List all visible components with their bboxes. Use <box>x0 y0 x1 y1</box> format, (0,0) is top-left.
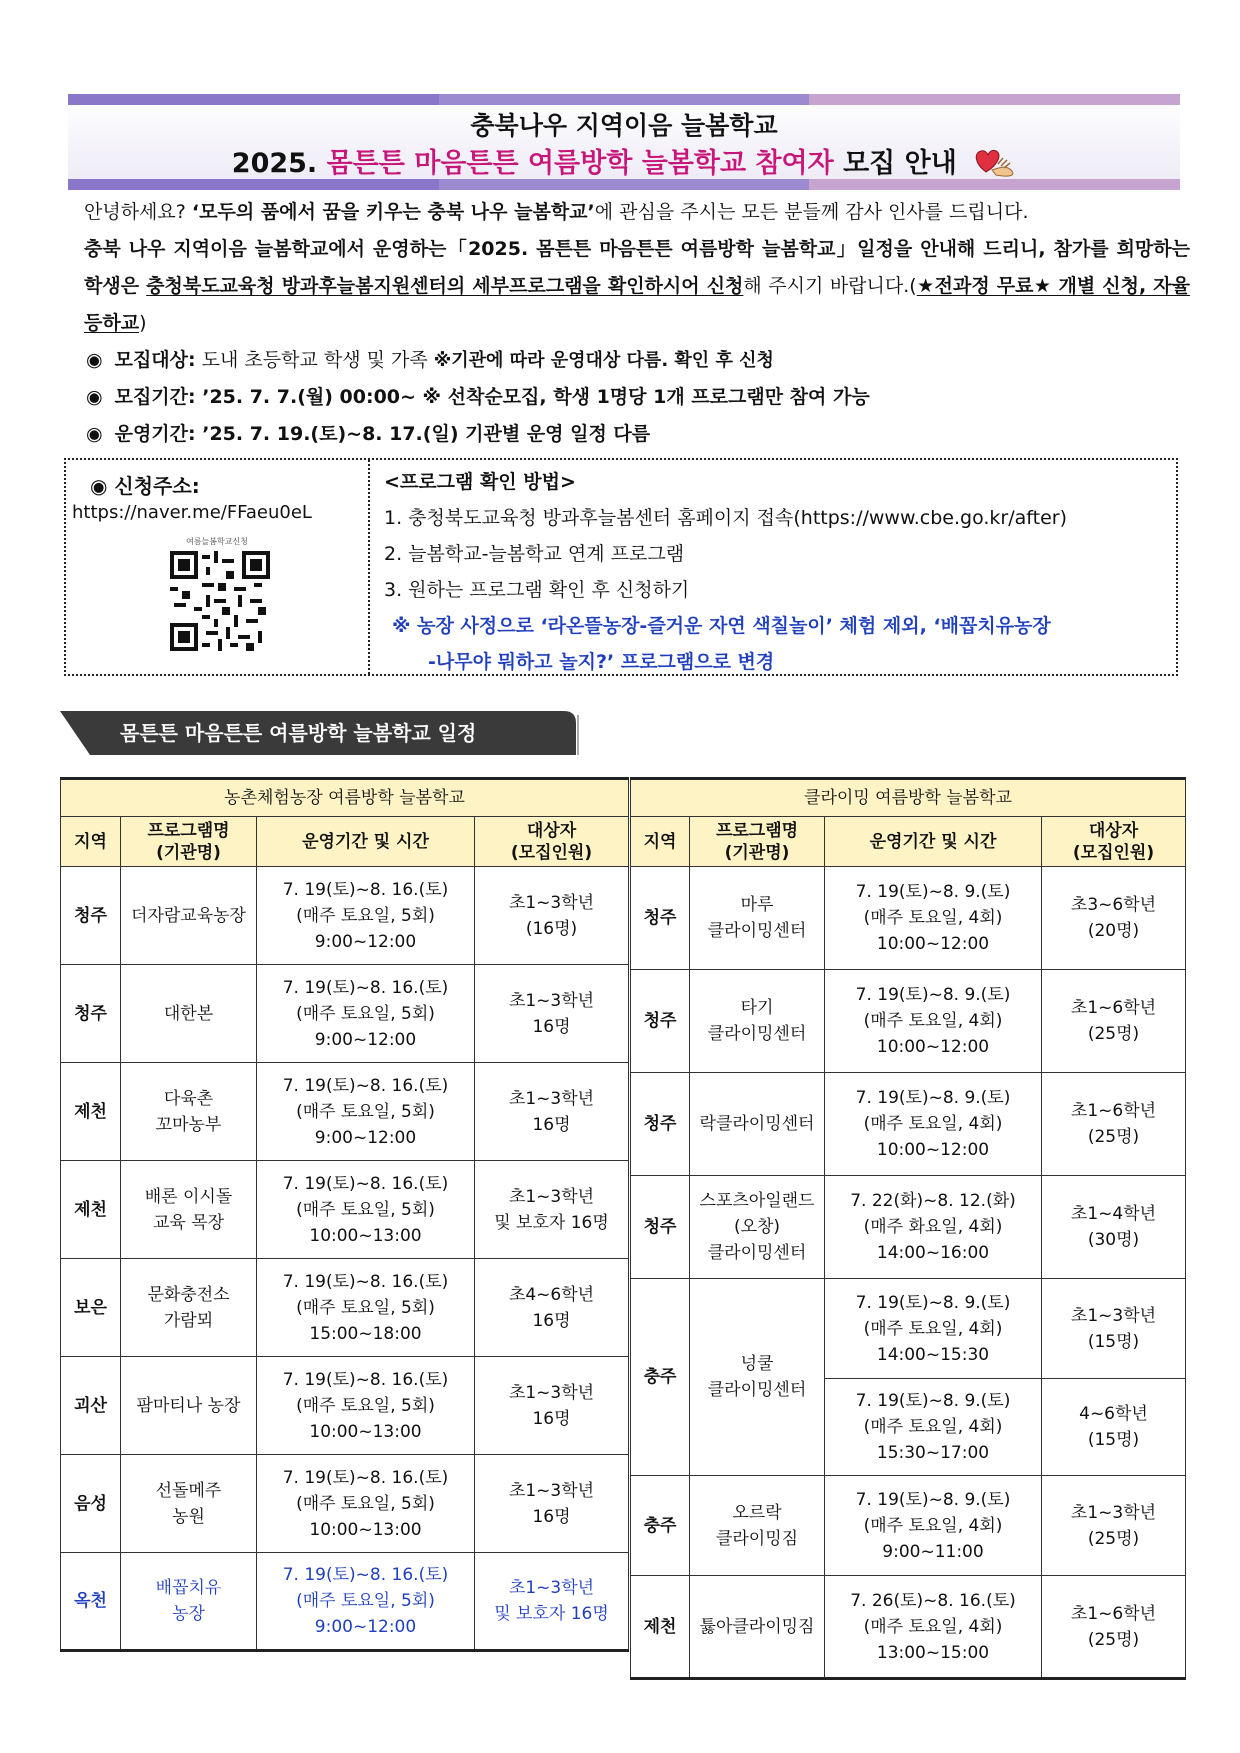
qr-caption: 여름늘봄학교신청 <box>186 537 248 546</box>
method-note-2: -나무야 뭐하고 놀지?’ 프로그램으로 변경 <box>428 651 775 673</box>
cell-target: 초1~3학년 (15명) <box>1042 1279 1186 1379</box>
cell-program-name: 락클라이밍센터 <box>690 1073 825 1176</box>
qr-code-icon[interactable] <box>170 551 270 651</box>
cell-target: 초1~3학년 16명 <box>475 1357 629 1455</box>
table-row <box>631 1176 1186 1279</box>
col-header-region: 지역 <box>631 817 690 867</box>
apply-url-link[interactable]: https://naver.me/FFaeu0eL <box>72 502 312 523</box>
col-header-region: 지역 <box>61 817 121 867</box>
cell-period: 7. 19(토)~8. 9.(토) (매주 토요일, 4회) 10:00~12:00 <box>825 970 1042 1073</box>
intro-request: 해 주시기 바랍니다.( <box>743 275 917 297</box>
cell-period: 7. 19(토)~8. 9.(토) (매주 토요일, 4회) 10:00~12:00 <box>825 867 1042 970</box>
cell-period: 7. 19(토)~8. 9.(토) (매주 토요일, 4회) 9:00~11:00 <box>825 1476 1042 1576</box>
cell-target: 초1~3학년 및 보호자 16명 <box>475 1553 629 1651</box>
intro-apply-instruction: 충청북도교육청 방과후늘봄지원센터의 세부프로그램을 확인하시어 신청 <box>146 275 744 297</box>
intro-greeting: 안녕하세요? <box>84 201 192 223</box>
intro-free-note: ★전과정 무료★ 개별 신청, 자율 등하교 <box>84 275 1190 334</box>
cell-period: 7. 22(화)~8. 12.(화) (매주 화요일, 4회) 14:00~16:00 <box>825 1176 1042 1279</box>
cell-target: 초4~6학년 16명 <box>475 1259 629 1357</box>
col-header-target: 대상자 (모집인원) <box>1042 817 1186 867</box>
climb-table-caption: 클라이밍 여름방학 늘봄학교 <box>631 779 1186 817</box>
section-title: 몸튼튼 마음튼튼 여름방학 늘봄학교 일정 <box>120 721 477 745</box>
cell-target: 초1~6학년 (25명) <box>1042 970 1186 1073</box>
heart-hand-icon <box>972 146 1016 178</box>
cell-target: 초1~3학년 (16명) <box>475 867 629 965</box>
cell-period: 7. 26(토)~8. 16.(토) (매주 토요일, 4회) 13:00~15:00 <box>825 1576 1042 1679</box>
bullet-marker-icon: ◉ <box>86 386 103 408</box>
intro-notice: 충북 나우 지역이음 늘봄학교에서 운영하는「2025. 몸튼튼 마음튼튼 여름방학 늘봄학교」일정을 안내해 드리니, 참가를 희망하는 학생은 <box>84 238 1190 297</box>
cell-target: 초1~6학년 (25명) <box>1042 1073 1186 1176</box>
bullet-note: ※기관에 따라 운영대상 다름. 확인 후 신청 <box>433 350 774 371</box>
intro-slogan: ‘모두의 품에서 꿈을 키우는 충북 나우 늘봄학교’ <box>191 201 595 223</box>
cell-program-name: 마루 클라이밍센터 <box>690 867 825 970</box>
method-step-3: 3. 원하는 프로그램 확인 후 신청하기 <box>384 579 690 601</box>
cell-region: 제천 <box>61 1063 121 1161</box>
banner-title-line1: 충북나우 지역이음 늘봄학교 <box>470 111 778 140</box>
col-header-target: 대상자 (모집인원) <box>475 817 629 867</box>
intro-thanks: 에 관심을 주시는 모든 분들께 감사 인사를 드립니다. <box>594 201 1029 223</box>
bullet-period <box>86 379 1186 416</box>
cell-period: 7. 19(토)~8. 16.(토) (매주 토요일, 5회) 9:00~12:00 <box>257 867 475 965</box>
col-header-program: 프로그램명 (기관명) <box>690 817 825 867</box>
apply-address-panel <box>66 460 370 674</box>
cell-program-name: 팜마티나 농장 <box>121 1357 257 1455</box>
cell-program-name: 배론 이시돌 교육 목장 <box>121 1161 257 1259</box>
table-row <box>61 1259 629 1357</box>
table-row <box>61 867 629 965</box>
table-row <box>631 1476 1186 1576</box>
program-check-method <box>370 460 1176 674</box>
cell-period: 7. 19(토)~8. 16.(토) (매주 토요일, 5회) 10:00~13:00 <box>257 1161 475 1259</box>
cell-program-name: 선돌메주 농원 <box>121 1455 257 1553</box>
cell-region: 음성 <box>61 1455 121 1553</box>
table-row <box>61 1161 629 1259</box>
cell-region: 청주 <box>631 1176 690 1279</box>
farm-table-caption: 농촌체험농장 여름방학 늘봄학교 <box>61 779 629 817</box>
cell-target: 초1~3학년 16명 <box>475 965 629 1063</box>
cell-target: 초1~4학년 (30명) <box>1042 1176 1186 1279</box>
bullet-text: ’25. 7. 7.(월) 00:00~ ※ 선착순모집, 학생 1명당 1개 프로그램만 참여 가능 <box>195 386 870 408</box>
cell-target: 초1~3학년 및 보호자 16명 <box>475 1161 629 1259</box>
apply-address-title: ◉ 신청주소: <box>90 474 200 498</box>
method-step-1: 1. 충청북도교육청 방과후늘봄센터 홈페이지 접속(https://www.cbe.go.kr/after) <box>384 507 1068 529</box>
col-header-period: 운영기간 및 시간 <box>825 817 1042 867</box>
bullet-operation <box>86 416 1186 453</box>
cell-target: 초1~3학년 (25명) <box>1042 1476 1186 1576</box>
cell-program-name: 더자람교육농장 <box>121 867 257 965</box>
cell-period: 7. 19(토)~8. 9.(토) (매주 토요일, 4회) 15:30~17:00 <box>825 1379 1042 1476</box>
cell-region: 충주 <box>631 1476 690 1576</box>
bullet-label: 모집대상: <box>114 349 196 371</box>
cell-program-name: 오르락 클라이밍짐 <box>690 1476 825 1576</box>
schedule-section-tab <box>60 711 582 755</box>
cell-region: 제천 <box>631 1576 690 1679</box>
banner-title-year: 2025. <box>231 148 327 179</box>
method-note-1: ※ 농장 사정으로 ‘라온뜰농장-즐거운 자연 색칠놀이’ 체험 제외, ‘배꼽치유농장 <box>392 615 1051 637</box>
banner-title-suffix: 모집 안내 <box>833 148 957 179</box>
cell-program-name: 다육촌 꼬마농부 <box>121 1063 257 1161</box>
cell-target: 초1~3학년 16명 <box>475 1455 629 1553</box>
farm-table-body <box>61 867 629 1651</box>
banner-title-highlight: 몸튼튼 마음튼튼 여름방학 늘봄학교 참여자 <box>326 148 834 179</box>
cell-period: 7. 19(토)~8. 16.(토) (매주 토요일, 5회) 9:00~12:00 <box>257 965 475 1063</box>
cell-program-name: 타기 클라이밍센터 <box>690 970 825 1073</box>
cell-target: 초1~3학년 16명 <box>475 1063 629 1161</box>
cell-target: 초1~6학년 (25명) <box>1042 1576 1186 1679</box>
table-row <box>61 1357 629 1455</box>
cell-program-name: 튫아클라이밍짐 <box>690 1576 825 1679</box>
intro-paragraph-1 <box>60 194 1190 231</box>
cell-region: 청주 <box>631 1073 690 1176</box>
table-row <box>631 867 1186 970</box>
bullet-text: ’25. 7. 19.(토)~8. 17.(일) 기관별 운영 일정 다름 <box>195 423 651 445</box>
cell-period: 7. 19(토)~8. 9.(토) (매주 토요일, 4회) 10:00~12:00 <box>825 1073 1042 1176</box>
banner-title-line2 <box>68 141 1180 180</box>
table-row <box>631 1279 1186 1379</box>
recruitment-info-list <box>86 342 1186 453</box>
cell-period: 7. 19(토)~8. 9.(토) (매주 토요일, 4회) 14:00~15:30 <box>825 1279 1042 1379</box>
cell-period: 7. 19(토)~8. 16.(토) (매주 토요일, 5회) 9:00~12:00 <box>257 1553 475 1651</box>
cell-program-name: 문화충전소 가람뫼 <box>121 1259 257 1357</box>
intro-paragraph-2 <box>60 231 1190 342</box>
cell-period: 7. 19(토)~8. 16.(토) (매주 토요일, 5회) 10:00~13:00 <box>257 1357 475 1455</box>
bullet-marker-icon: ◉ <box>86 423 103 445</box>
table-row <box>631 970 1186 1073</box>
cell-region: 청주 <box>61 867 121 965</box>
banner-top-bar <box>68 94 1180 105</box>
cell-program-name: 배꼽치유 농장 <box>121 1553 257 1651</box>
cell-target: 초3~6학년 (20명) <box>1042 867 1186 970</box>
cell-region: 제천 <box>61 1161 121 1259</box>
climbing-schedule-table <box>630 777 1186 1680</box>
farm-schedule-table <box>60 777 629 1652</box>
cell-region: 청주 <box>631 867 690 970</box>
title-banner <box>68 94 1180 190</box>
cell-period: 7. 19(토)~8. 16.(토) (매주 토요일, 5회) 9:00~12:00 <box>257 1063 475 1161</box>
cell-target: 4~6학년 (15명) <box>1042 1379 1186 1476</box>
table-row <box>61 1553 629 1651</box>
bullet-label: 모집기간: <box>114 386 196 408</box>
cell-region: 청주 <box>631 970 690 1073</box>
climb-table-body <box>631 867 1186 1679</box>
cell-region: 옥천 <box>61 1553 121 1651</box>
bullet-text: 도내 초등학교 학생 및 가족 <box>195 349 434 371</box>
intro-close-paren: ) <box>139 312 147 334</box>
banner-bottom-bar <box>68 179 1180 190</box>
table-row <box>631 1073 1186 1176</box>
cell-program-name: 넝쿨 클라이밍센터 <box>690 1279 825 1476</box>
cell-program-name: 스포츠아일랜드 (오창) 클라이밍센터 <box>690 1176 825 1279</box>
table-row <box>61 1063 629 1161</box>
apply-info-box <box>64 458 1178 676</box>
cell-region: 충주 <box>631 1279 690 1476</box>
cell-program-name: 대한본 <box>121 965 257 1063</box>
method-step-2: 2. 늘봄학교-늘봄학교 연계 프로그램 <box>384 543 685 565</box>
table-row <box>631 1576 1186 1679</box>
bullet-target <box>86 342 1186 379</box>
cell-region: 보은 <box>61 1259 121 1357</box>
intro-text <box>60 194 1190 342</box>
table-row <box>61 1455 629 1553</box>
col-header-program: 프로그램명 (기관명) <box>121 817 257 867</box>
cell-period: 7. 19(토)~8. 16.(토) (매주 토요일, 5회) 10:00~13:00 <box>257 1455 475 1553</box>
method-title: <프로그램 확인 방법> <box>384 471 576 493</box>
cell-region: 괴산 <box>61 1357 121 1455</box>
col-header-period: 운영기간 및 시간 <box>257 817 475 867</box>
bullet-label: 운영기간: <box>114 423 196 445</box>
cell-period: 7. 19(토)~8. 16.(토) (매주 토요일, 5회) 15:00~18:00 <box>257 1259 475 1357</box>
cell-region: 청주 <box>61 965 121 1063</box>
table-row <box>61 965 629 1063</box>
bullet-marker-icon: ◉ <box>86 349 103 371</box>
